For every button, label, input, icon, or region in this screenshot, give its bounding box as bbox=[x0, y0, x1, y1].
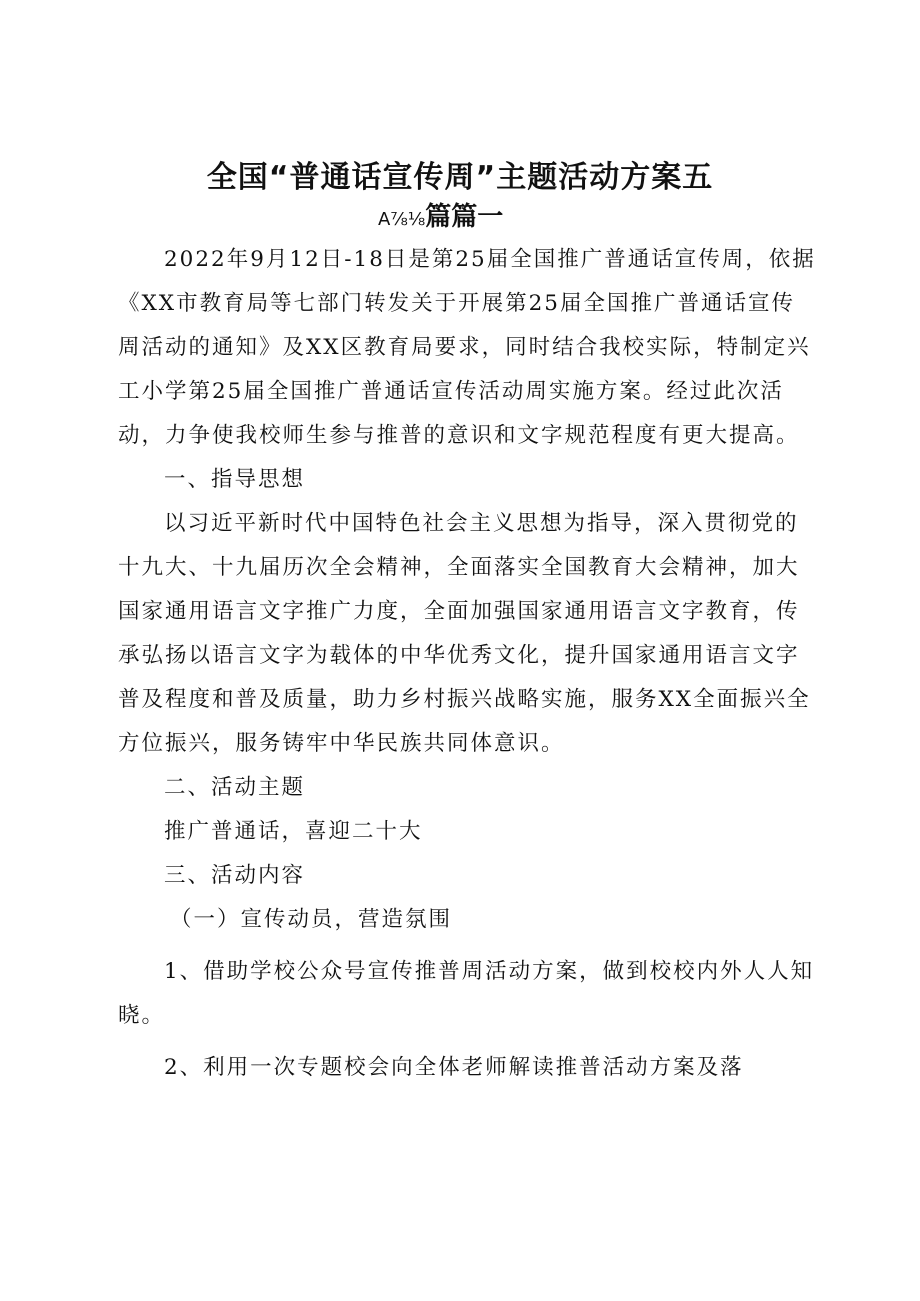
theme-text: 推广普通话，喜迎二十大 bbox=[164, 819, 423, 844]
subtitle-text: 篇篇一 bbox=[425, 202, 504, 232]
section-heading-content: 三、活动内容 bbox=[164, 863, 306, 888]
subsection-heading-publicity: （一）宣传动员，营造氛围 bbox=[170, 907, 453, 932]
subtitle-prefix: A⅞⅛ bbox=[378, 209, 426, 230]
section-heading-guiding-thought: 一、指导思想 bbox=[164, 467, 306, 492]
document-body bbox=[118, 238, 818, 1090]
document-subtitle bbox=[378, 200, 503, 237]
list-item: 2、利用一次专题校会向全体老师解读推普活动方案及落 bbox=[164, 1055, 744, 1080]
intro-paragraph: 2022年9月12日-18日是第25届全国推广普通话宣传周，依据《XX市教育局等七部门转发关于开展第25届全国推广普通话宣传周活动的通知》及XX区教育局要求，同时结合我校实际，特制定兴工小学第25届全国推广普通话宣传活动周实施方案。经过此次活动，力争使我校师生参与推普的意识和文字规范程度有更大提高。 bbox=[118, 247, 816, 448]
list-item: 1、借助学校公众号宣传推普周活动方案，做到校校内外人人知晓。 bbox=[118, 959, 815, 1028]
section-heading-theme: 二、活动主题 bbox=[164, 775, 306, 800]
document-title: 全国“普通话宣传周”主题活动方案五 bbox=[206, 160, 714, 195]
guiding-thought-paragraph: 以习近平新时代中国特色社会主义思想为指导，深入贯彻党的十九大、十九届历次全会精神，全面落实全国教育大会精神，加大国家通用语言文字推广力度，全面加强国家通用语言文字教育，传承弘扬以语言文字为载体的中华优秀文化，提升国家通用语言文字普及程度和普及质量，助力乡村振兴战略实施，服务XX全面振兴全方位振兴，服务铸牢中华民族共同体意识。 bbox=[118, 511, 811, 756]
